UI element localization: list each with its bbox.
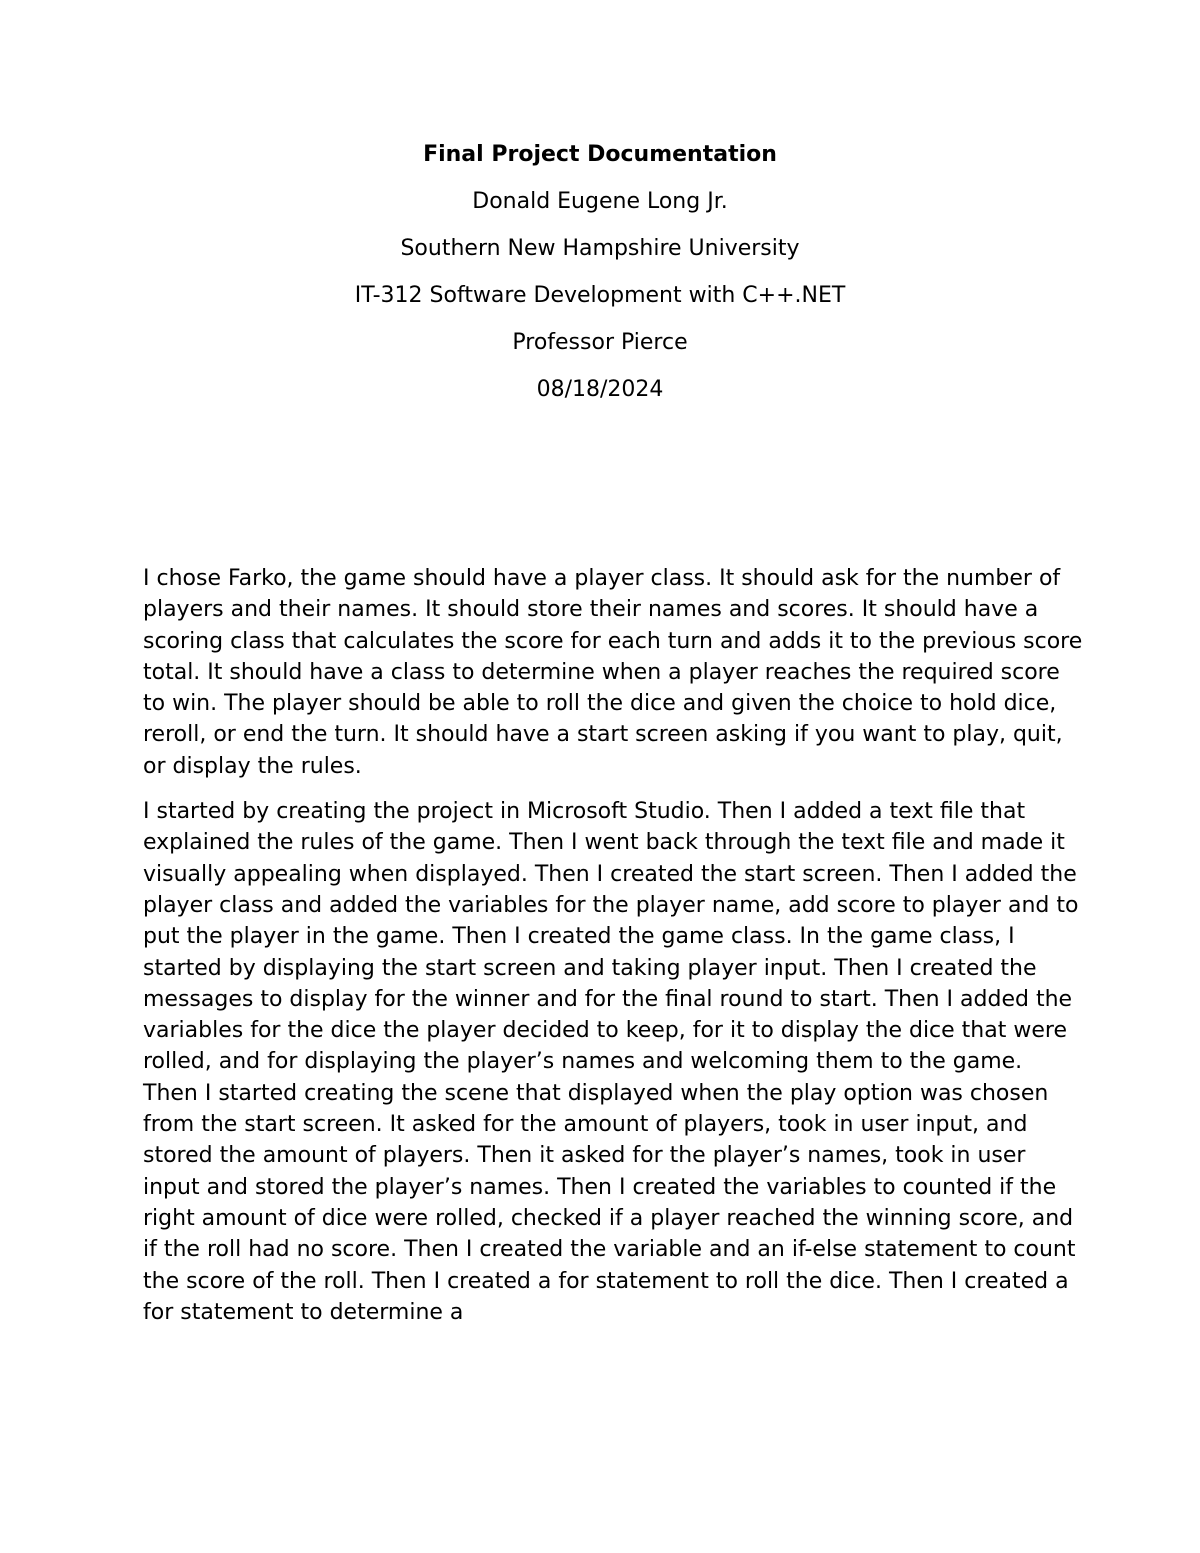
paragraph: I chose Farko, the game should have a player class. It should ask for the number of players and their names. It should store their names and scores. It should have a scoring class that calculates the score for each turn and adds it to the previous score total. It should have a class to determine when a player reaches the required score to win. The player should be able to roll the dice and given the choice to hold dice, reroll, or end the turn. It should have a start screen asking if you want to play, quit, or display the rules. <box>143 566 1083 779</box>
institution-name: Southern New Hampshire University <box>400 236 800 261</box>
title-block <box>0 138 1200 420</box>
instructor-name: Professor Pierce <box>512 330 688 355</box>
document-title: Final Project Documentation <box>423 142 777 167</box>
author-name: Donald Eugene Long Jr. <box>472 189 728 214</box>
document-date: 08/18/2024 <box>536 377 664 402</box>
course-name: IT-312 Software Development with C++.NET <box>354 283 846 308</box>
body-text <box>143 563 1083 1342</box>
paragraph: I started by creating the project in Microsoft Studio. Then I added a text file that explained the rules of the game. Then I went back through the text file and made it visually appealing when displayed. Then I created the start screen. Then I added the player class and added the variables for the player name, add score to player and to put the player in the game. Then I created the game class. In the game class, I started by displaying the start screen and taking player input. Then I created the messages to display for the winner and for the final round to start. Then I added the variables for the dice the player decided to keep, for it to display the dice that were rolled, and for displaying the player’s names and welcoming them to the game. Then I started creating the scene that displayed when the play option was chosen from the start screen. It asked for the amount of players, took in user input, and stored the amount of players. Then it asked for the player’s names, took in user input and stored the player’s names. Then I created the variables to counted if the right amount of dice were rolled, checked if a player reached the winning score, and if the roll had no score. Then I created the variable and an if-else statement to count the score of the roll. Then I created a for statement to roll the dice. Then I created a for statement to determine a <box>143 799 1079 1325</box>
